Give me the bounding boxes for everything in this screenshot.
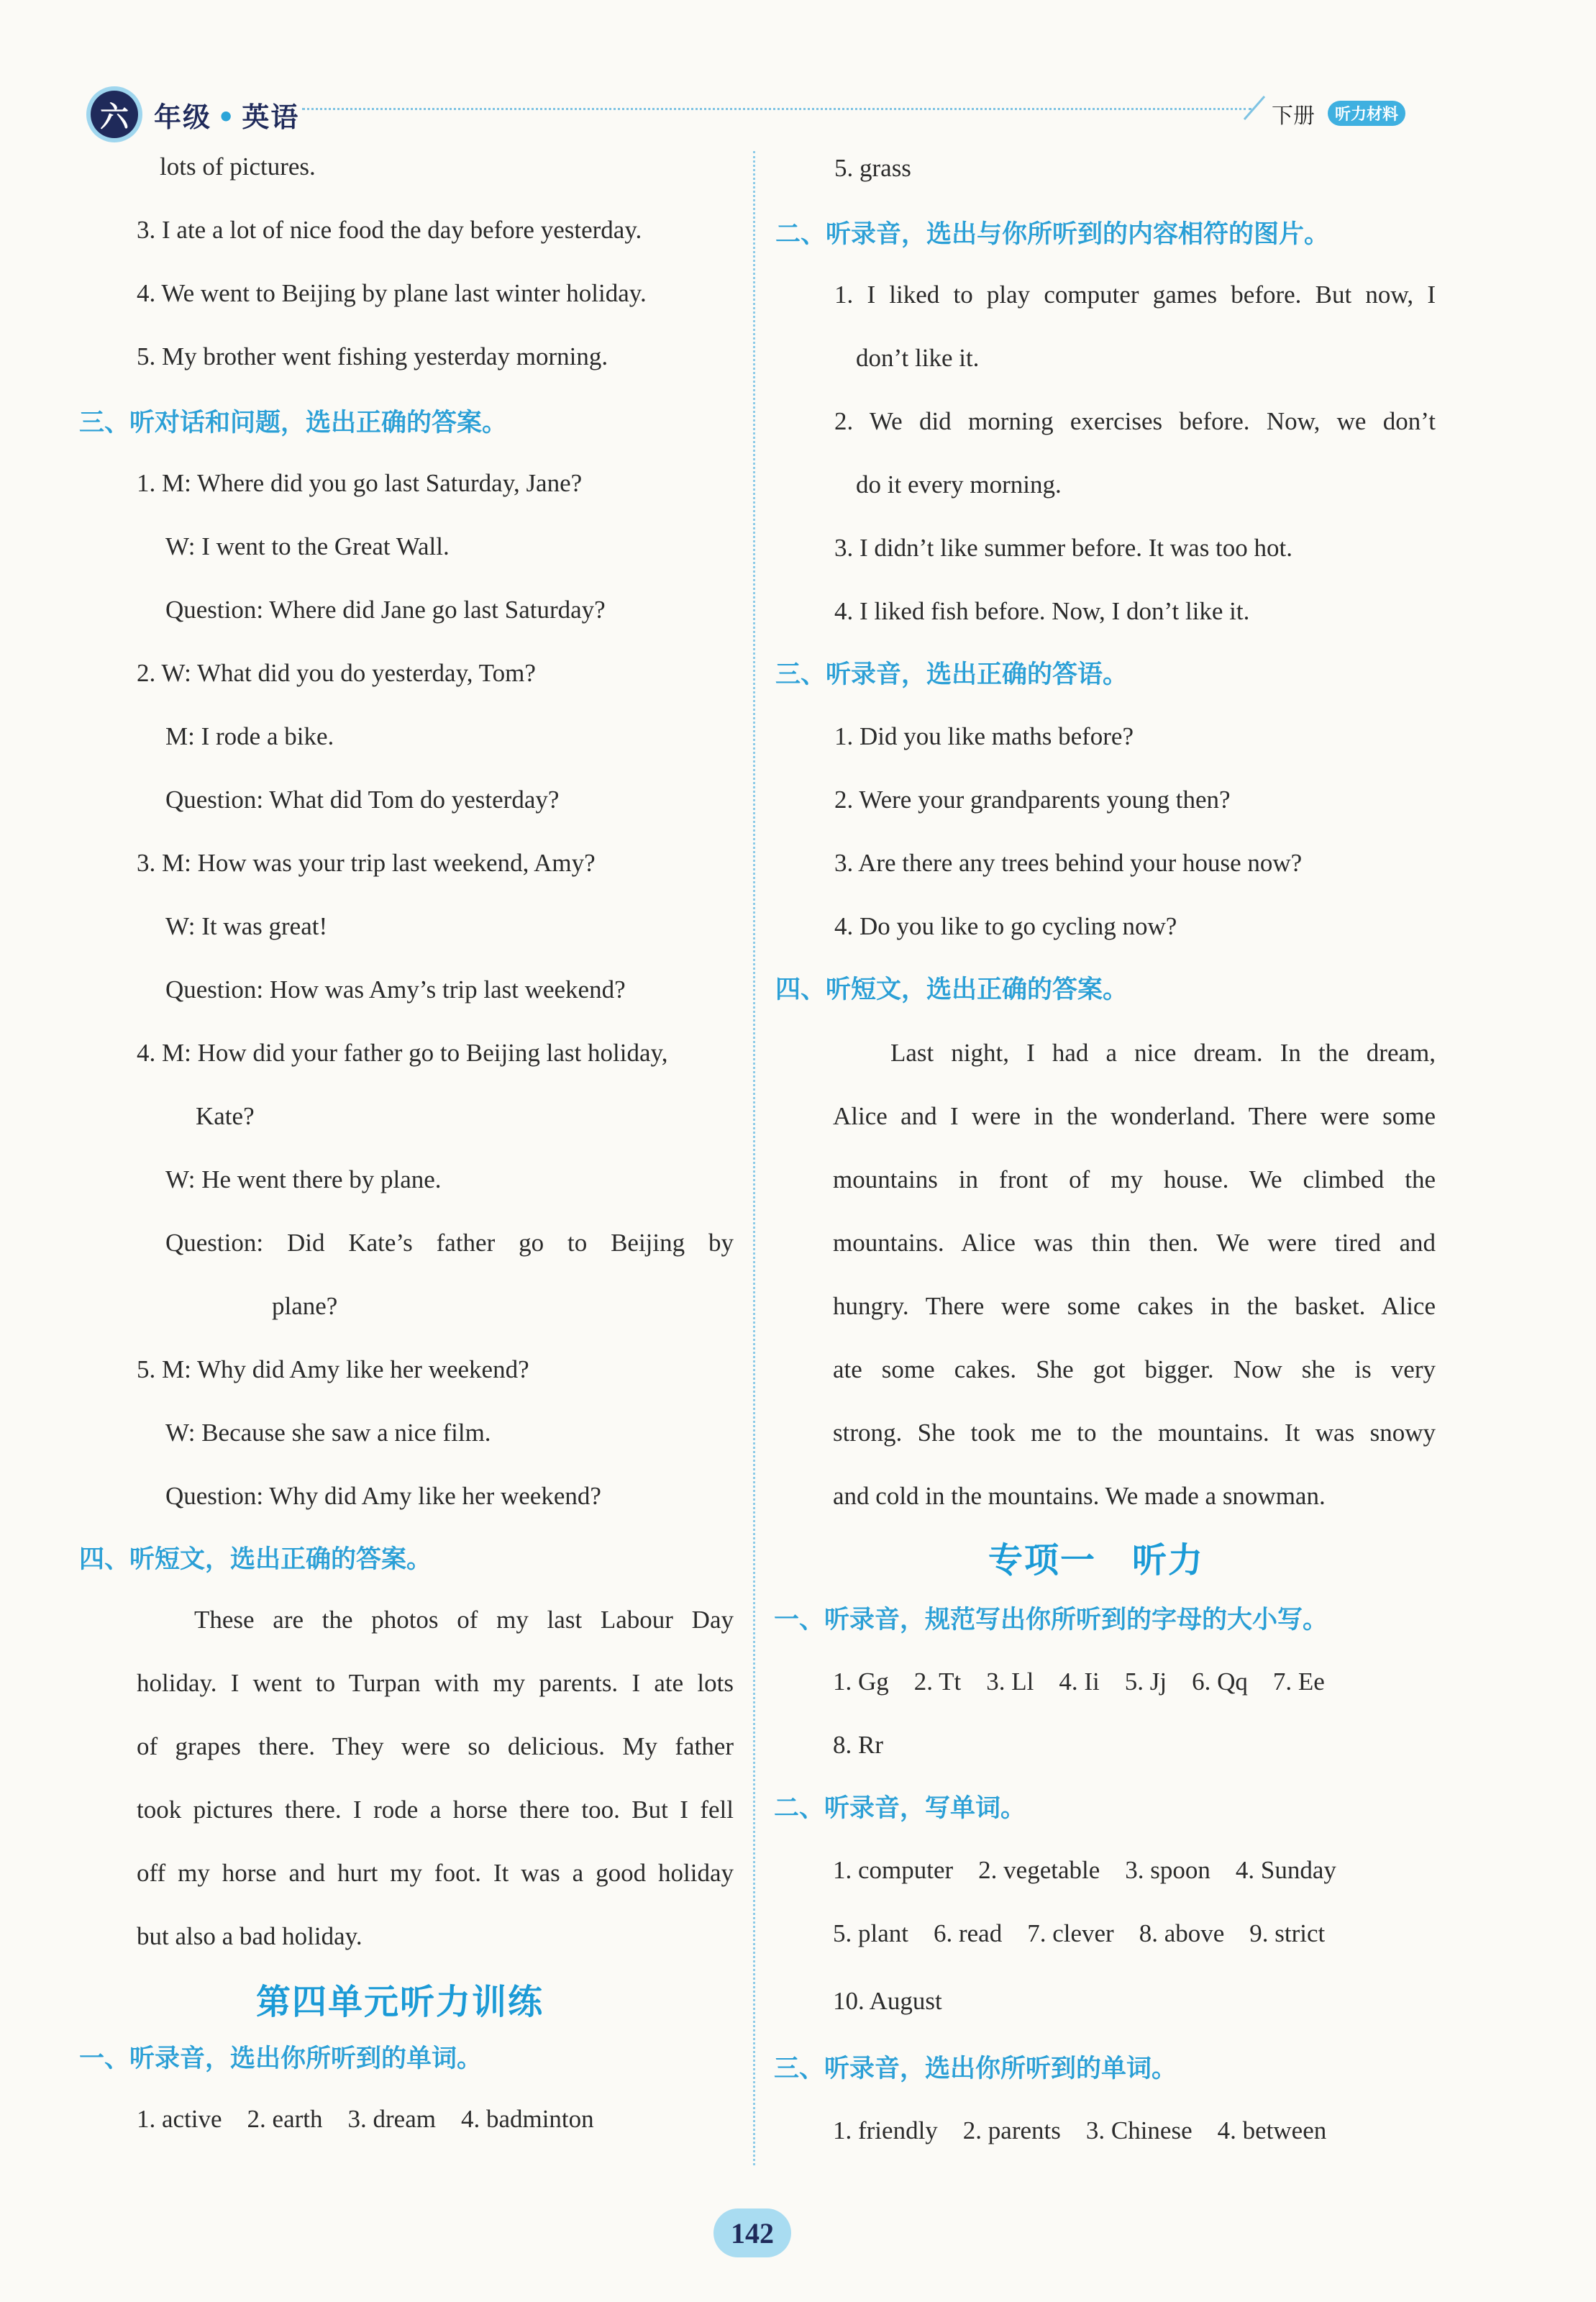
section-heading: 四、听短文，选出正确的答案。 <box>775 975 1128 1004</box>
list-item: 2. We did morning exercises before. Now, we don’t <box>834 407 1436 435</box>
passage-line: ate some cakes. She got bigger. Now she is very <box>833 1355 1436 1383</box>
header-slash-icon <box>1240 94 1269 122</box>
column-divider <box>753 151 755 2165</box>
list-item: 4. We went to Beijing by plane last winter holiday. <box>137 279 647 307</box>
section-heading: 三、听录音，选出你所听到的单词。 <box>774 2055 1177 2083</box>
list-item: 5. grass <box>834 154 911 182</box>
listening-material-tag: 听力材料 <box>1328 101 1405 126</box>
list-item: 1. Did you like maths before? <box>834 722 1134 750</box>
passage-line: of grapes there. They were so delicious. My father <box>137 1732 734 1760</box>
dialogue-line: Kate? <box>196 1102 255 1130</box>
question-line: Question: Did Kate’s father go to Beijing by <box>165 1229 734 1257</box>
passage-line: Alice and I were in the wonderland. There were some <box>833 1102 1436 1130</box>
section-heading: 二、听录音，选出与你所听到的内容相符的图片。 <box>775 220 1330 249</box>
header-rule <box>302 108 1251 110</box>
passage-line: mountains. Alice was thin then. We were tired and <box>833 1229 1436 1257</box>
dialogue-line: 2. W: What did you do yesterday, Tom? <box>137 659 536 687</box>
page-number: 142 <box>713 2208 791 2257</box>
question-line: Question: How was Amy’s trip last weekend? <box>165 975 626 1004</box>
passage-line: took pictures there. I rode a horse there too. But I fell <box>137 1796 734 1824</box>
question-line: plane? <box>272 1292 338 1320</box>
section-heading: 二、听录音，写单词。 <box>774 1794 1026 1823</box>
passage-line: These are the photos of my last Labour Day <box>194 1606 734 1634</box>
passage-line: hungry. There were some cakes in the basket. Alice <box>833 1292 1436 1320</box>
section-heading: 三、听录音，选出正确的答语。 <box>775 660 1128 689</box>
dialogue-line: M: I rode a bike. <box>165 722 334 750</box>
word-list: 1. friendly 2. parents 3. Chinese 4. between <box>833 2116 1327 2144</box>
word-list: 1. computer 2. vegetable 3. spoon 4. Sunday <box>833 1856 1336 1884</box>
passage-line: mountains in front of my house. We climbed the <box>833 1165 1436 1193</box>
list-item: do it every morning. <box>856 470 1062 499</box>
passage-line: strong. She took me to the mountains. It was snowy <box>833 1419 1436 1447</box>
book-title <box>154 95 299 135</box>
passage-line: Last night, I had a nice dream. In the dream, <box>890 1039 1436 1067</box>
passage-line: off my horse and hurt my foot. It was a good holiday <box>137 1859 734 1887</box>
special-topic-title: 专项一 听力 <box>988 1540 1205 1580</box>
list-item: 3. I ate a lot of nice food the day before yesterday. <box>137 216 642 244</box>
passage-line: but also a bad holiday. <box>137 1922 362 1950</box>
list-item: 3. Are there any trees behind your house now? <box>834 849 1303 877</box>
dialogue-line: 3. M: How was your trip last weekend, Amy? <box>137 849 596 877</box>
grade-label: 年级 <box>154 101 212 133</box>
letter-list: 8. Rr <box>833 1731 883 1759</box>
list-item: don’t like it. <box>856 344 980 372</box>
section-heading: 四、听短文，选出正确的答案。 <box>79 1545 432 1574</box>
dialogue-line: W: I went to the Great Wall. <box>165 532 450 560</box>
dialogue-line: 1. M: Where did you go last Saturday, Jane? <box>137 469 583 497</box>
list-item: 1. I liked to play computer games before. But now, I <box>834 281 1436 309</box>
dialogue-line: 5. M: Why did Amy like her weekend? <box>137 1355 529 1383</box>
volume-label: 下册 <box>1272 104 1315 129</box>
dialogue-line: W: Because she saw a nice film. <box>165 1419 491 1447</box>
list-item: 2. Were your grandparents young then? <box>834 786 1231 814</box>
question-line: Question: Where did Jane go last Saturday? <box>165 596 606 624</box>
section-heading: 三、听对话和问题，选出正确的答案。 <box>79 409 508 437</box>
dialogue-line: W: He went there by plane. <box>165 1165 442 1193</box>
unit-title: 第四单元听力训练 <box>256 1982 544 2022</box>
section-heading: 一、听录音，选出你所听到的单词。 <box>79 2044 483 2073</box>
text-line: lots of pictures. <box>160 153 316 181</box>
list-item: 4. Do you like to go cycling now? <box>834 912 1177 940</box>
separator-dot-icon: • <box>217 101 237 133</box>
word-list: 5. plant 6. read 7. clever 8. above 9. strict <box>833 1919 1326 1947</box>
passage-line: and cold in the mountains. We made a snowman. <box>833 1482 1326 1510</box>
question-line: Question: What did Tom do yesterday? <box>165 786 560 814</box>
passage-line: holiday. I went to Turpan with my parents. I ate lots <box>137 1669 734 1697</box>
dialogue-line: 4. M: How did your father go to Beijing last holiday, <box>137 1039 668 1067</box>
list-item: 4. I liked fish before. Now, I don’t like it. <box>834 597 1250 625</box>
dialogue-line: W: It was great! <box>165 912 328 940</box>
list-item: 5. My brother went fishing yesterday morning. <box>137 342 608 370</box>
section-heading: 一、听录音，规范写出你所听到的字母的大小写。 <box>774 1606 1328 1634</box>
page-header <box>0 0 1596 144</box>
list-item: 3. I didn’t like summer before. It was too hot. <box>834 534 1293 562</box>
letter-list: 1. Gg 2. Tt 3. Ll 4. Ii 5. Jj 6. Qq 7. Ee <box>833 1668 1325 1696</box>
question-line: Question: Why did Amy like her weekend? <box>165 1482 601 1510</box>
subject-label: 英语 <box>242 101 300 133</box>
word-list: 10. August <box>833 1987 942 2015</box>
grade-badge: 六 <box>91 91 138 138</box>
word-list: 1. active 2. earth 3. dream 4. badminton <box>137 2105 594 2133</box>
